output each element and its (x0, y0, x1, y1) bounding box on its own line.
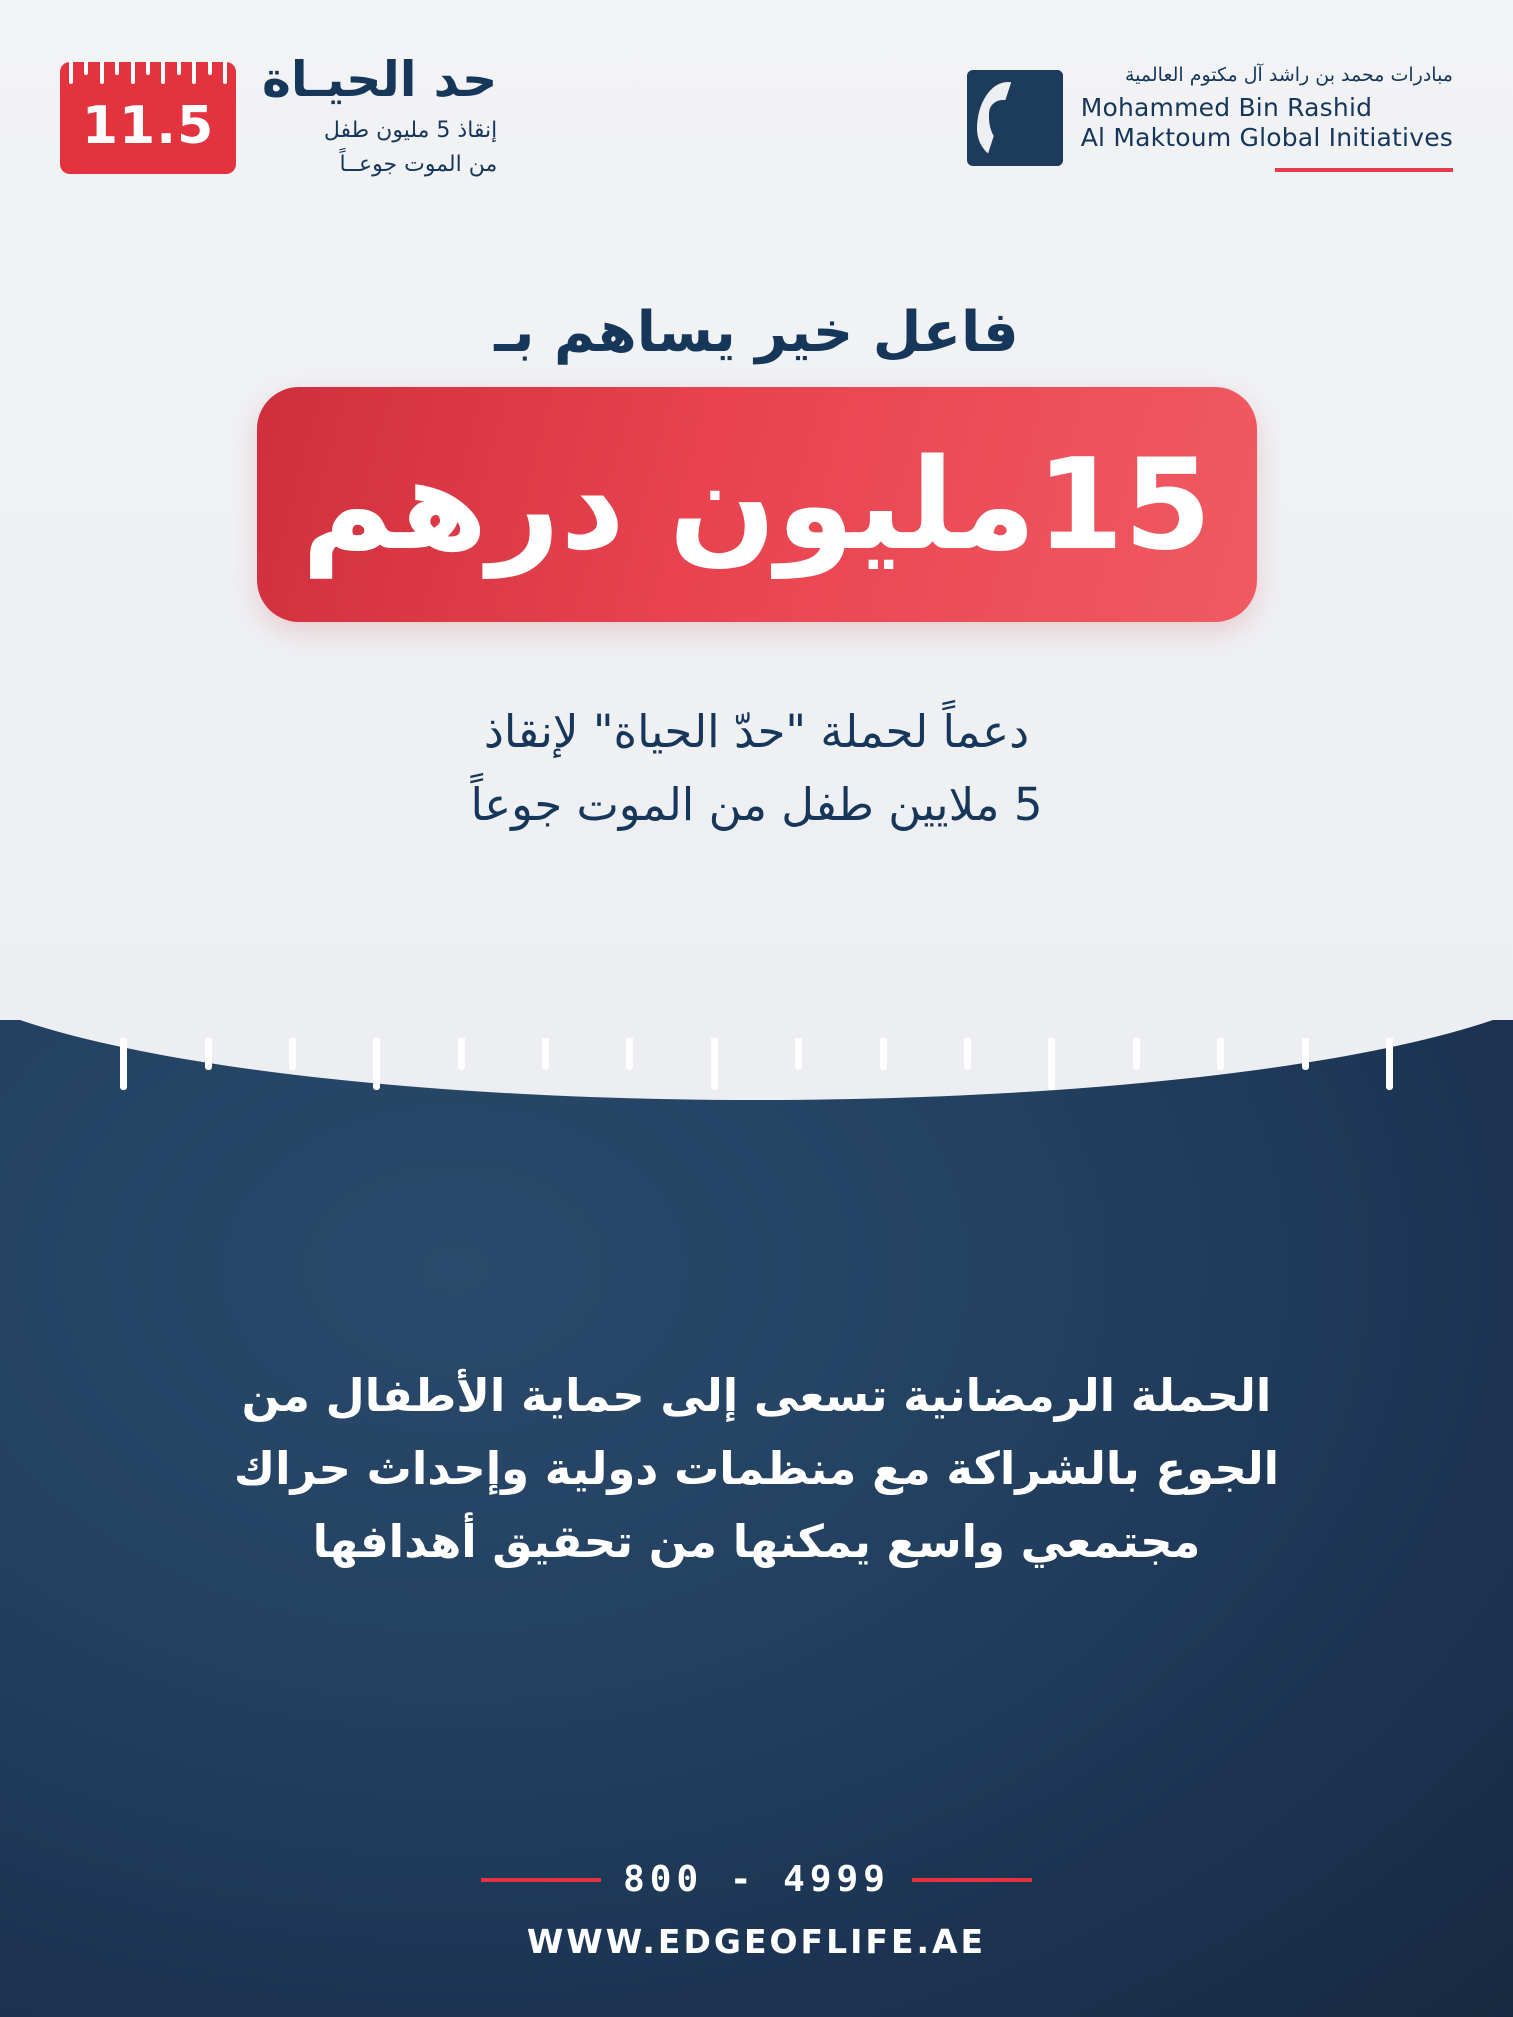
phone-row (0, 1859, 1513, 1900)
hero-description-line-1: دعماً لحملة "حدّ الحياة" لإنقاذ (483, 705, 1030, 758)
panel-body (0, 1360, 1513, 1579)
ruler-badge (60, 62, 236, 174)
campaign-logo (60, 50, 498, 181)
hero-section (0, 300, 1513, 842)
hero-kicker: فاعل خير يساهم بـ (494, 300, 1019, 365)
hero-description-line-2: 5 ملايين طفل من الموت جوعاً (470, 777, 1043, 831)
donation-amount-pill (257, 387, 1257, 622)
ruler-ticks-icon (0, 1038, 1513, 1108)
campaign-subtitle-line-2: من الموت جوعــاً (339, 152, 498, 178)
donation-amount-text: 15مليون درهم (301, 430, 1212, 578)
panel-paragraph-line-3: مجتمعي واسع يمكنها من تحقيق أهدافها (312, 1514, 1201, 1568)
dark-info-panel (0, 1020, 1513, 2017)
amount-wrapper (257, 387, 1257, 622)
mbr-global-initiatives-logo (967, 64, 1453, 172)
campaign-subtitle-line-1: إنقاذ 5 مليون طفل (323, 118, 498, 144)
logo-english-line-1 (1081, 93, 1453, 124)
logo-english-line-2: Al Maktoum Global Initiatives (1080, 123, 1453, 152)
hero-description (232, 696, 1282, 842)
phone-rule-right (912, 1878, 1032, 1882)
logo-text-block (1081, 64, 1453, 172)
website-url[interactable]: WWW.EDGEOFLIFE.AE (526, 1922, 987, 1961)
logo-underline-rule (1275, 168, 1453, 172)
logo-arabic-line: مبادرات محمد بن راشد آل مكتوم العالمية (1124, 63, 1453, 86)
campaign-text-block (262, 50, 498, 181)
logo-english-line-1-text: Mohammed Bin Rashid (1080, 92, 1373, 122)
footer-contact (0, 1859, 1513, 1961)
ruler-badge-ticks-icon (60, 62, 236, 88)
portrait-face-shape (989, 100, 1023, 144)
panel-paragraph-line-1: الحملة الرمضانية تسعى إلى حماية الأطفال من (241, 1369, 1272, 1422)
phone-rule-left (481, 1878, 601, 1882)
panel-paragraph-line-2: الجوع بالشراكة مع منظمات دولية وإحداث حراك (233, 1441, 1280, 1495)
campaign-title: حد الحيـاة (262, 50, 498, 108)
sheikh-portrait-icon (967, 70, 1063, 166)
phone-number[interactable]: 800 - 4999 (623, 1859, 890, 1900)
panel-paragraph (232, 1360, 1282, 1579)
ruler-badge-value: 11.5 (81, 95, 215, 156)
header-bar (0, 0, 1513, 235)
